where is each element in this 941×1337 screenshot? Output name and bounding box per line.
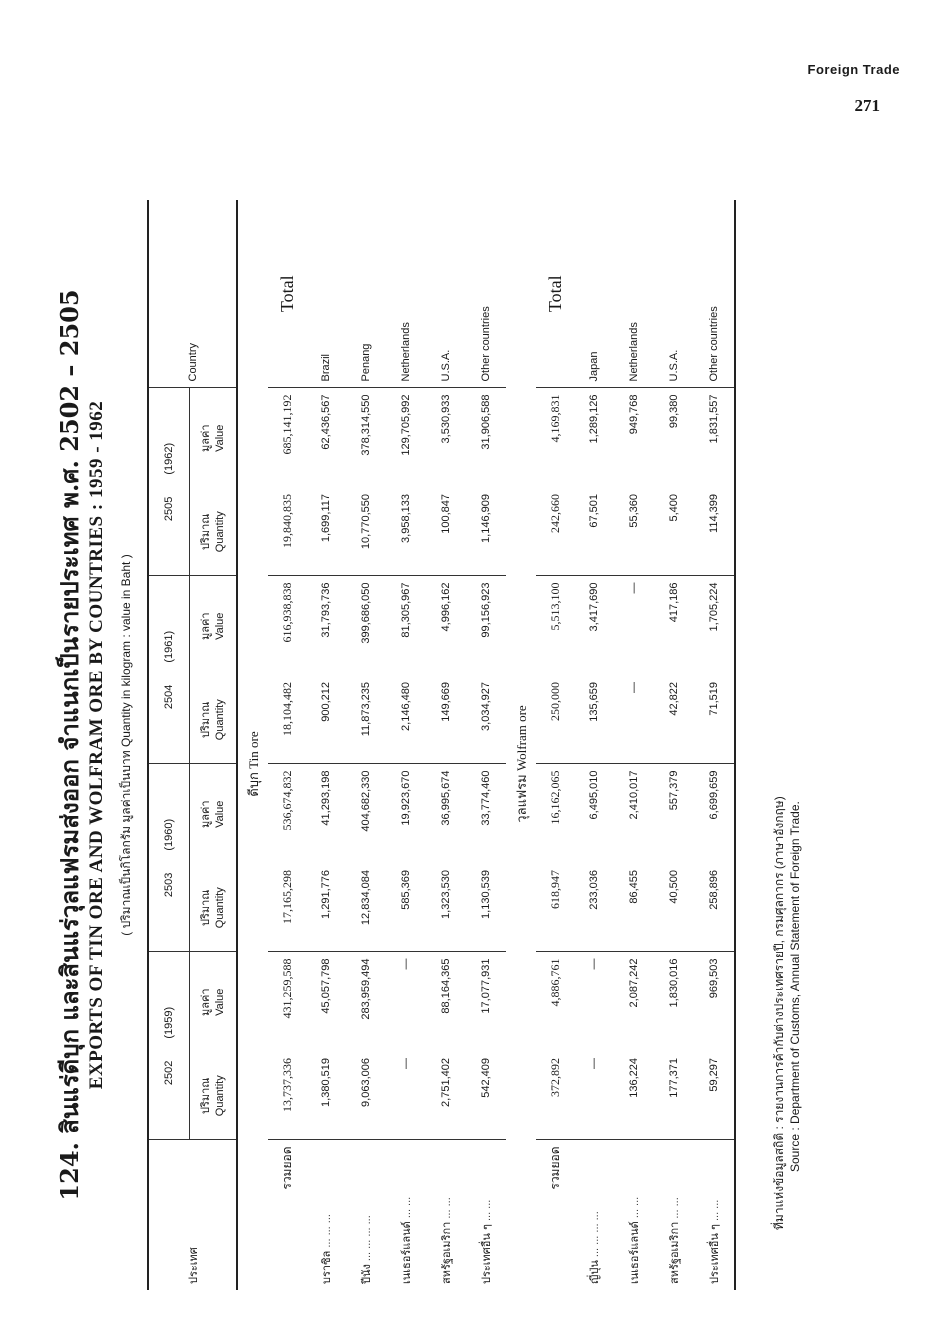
quantity-header (190, 864, 238, 952)
total-cell: 242,660 (536, 488, 574, 576)
value-cell: 19,923,670 (400, 770, 412, 826)
value-cell: — (614, 676, 654, 764)
quantity-header-en: Quantity (214, 511, 226, 553)
value-cell: 33,774,460 (480, 770, 492, 826)
value-header (190, 576, 238, 676)
country-thai-label: ประเทศอื่น ๆ (709, 1224, 721, 1284)
year-header (148, 952, 190, 1140)
value-header (190, 388, 238, 488)
table-row (426, 200, 466, 1290)
value-cell: 36,995,674 (440, 770, 452, 826)
country-thai (466, 1140, 506, 1290)
value-cell: 1,323,530 (426, 864, 466, 952)
value-cell: 1,830,016 (668, 958, 680, 1008)
quantity-header-en: Quantity (214, 1075, 226, 1117)
value-cell: 1,289,126 (588, 394, 600, 444)
country-en: Other countries (694, 200, 735, 388)
country-en: Japan (574, 200, 614, 388)
quantity-header (190, 488, 238, 576)
value-cell: 2,087,242 (628, 958, 640, 1008)
value-cell: — (588, 958, 600, 970)
value-header-en: Value (214, 612, 226, 640)
country-en: Other countries (466, 200, 506, 388)
country-thai-label: เนเธอร์แลนด์ (401, 1221, 413, 1284)
quantity-header-en: Quantity (214, 887, 226, 929)
exports-table (147, 200, 736, 1290)
country-thai-label: ประเทศอื่น ๆ (481, 1224, 493, 1284)
value-cell: 542,409 (466, 1052, 506, 1140)
country-thai-label: ปีนัง (361, 1264, 373, 1284)
value-cell: 378,314,550 (360, 394, 372, 456)
table-row (574, 200, 614, 1290)
value-cell: 59,297 (694, 1052, 735, 1140)
country-en: Penang (346, 200, 386, 388)
rotated-table-page (50, 200, 850, 1290)
total-label-en: Total (268, 200, 306, 388)
total-cell: 431,259,588 (279, 958, 294, 1019)
country-en: U.S.A. (426, 200, 466, 388)
value-cell: 31,906,588 (480, 394, 492, 450)
year-be: 2505 (163, 496, 175, 522)
value-cell: 42,822 (654, 676, 694, 764)
dot-leader: ... ... (709, 1199, 721, 1222)
country-thai (386, 1140, 426, 1290)
value-cell: 3,530,933 (440, 394, 452, 444)
header-row-years (148, 200, 190, 1290)
total-cell: 19,840,835 (268, 488, 306, 576)
table-row (466, 200, 506, 1290)
total-label-thai: รวมยอด (547, 1146, 562, 1190)
value-cell: 129,705,992 (400, 394, 412, 456)
value-header-en: Value (214, 424, 226, 452)
value-cell: 135,659 (574, 676, 614, 764)
country-thai (306, 1140, 346, 1290)
value-cell: 283,959,494 (360, 958, 372, 1020)
value-cell: 41,293,198 (320, 770, 332, 826)
value-cell: 585,369 (386, 864, 426, 952)
value-header-en: Value (214, 800, 226, 828)
table-row (694, 200, 735, 1290)
total-cell: 372,892 (536, 1052, 574, 1140)
dot-leader: ... ... ... ... (589, 1211, 601, 1258)
value-cell: 3,958,133 (386, 488, 426, 576)
value-cell: 969,503 (708, 958, 720, 999)
total-label-en: Total (536, 200, 574, 388)
value-cell: 45,057,798 (320, 958, 332, 1014)
total-cell: 18,104,482 (268, 676, 306, 764)
value-cell: 12,834,084 (346, 864, 386, 952)
table-row (614, 200, 654, 1290)
country-thai (614, 1140, 654, 1290)
value-cell: 3,034,927 (466, 676, 506, 764)
value-cell: 3,417,690 (588, 582, 600, 632)
value-cell: 1,291,776 (306, 864, 346, 952)
total-cell: 5,513,100 (547, 582, 562, 631)
value-cell: — (628, 582, 640, 594)
value-cell: 4,996,162 (440, 582, 452, 632)
country-thai-label: สหรัฐอเมริกา (669, 1221, 681, 1284)
year-be: 2502 (163, 1060, 175, 1086)
section-label: วุลแฟรม Wolfram ore (513, 705, 529, 823)
value-cell: 949,768 (628, 394, 640, 435)
country-thai-header: ประเทศ (187, 1247, 200, 1284)
value-cell: 258,896 (694, 864, 735, 952)
total-cell: 13,737,336 (268, 1052, 306, 1140)
country-thai-label: สหรัฐอเมริกา (441, 1221, 453, 1284)
table-title-english: EXPORTS OF TIN ORE AND WOLFRAM ORE BY COUNTRIES : 1959 - 1962 (86, 400, 107, 1090)
table-row (346, 200, 386, 1290)
total-cell: 618,947 (536, 864, 574, 952)
value-cell: 71,519 (694, 676, 735, 764)
table-row (654, 200, 694, 1290)
running-header: Foreign Trade (807, 62, 900, 77)
country-en: Netherlands (614, 200, 654, 388)
country-thai (346, 1140, 386, 1290)
country-thai-label: เนเธอร์แลนด์ (629, 1221, 641, 1284)
country-thai-label: บราซิล (321, 1250, 333, 1284)
value-cell: 55,360 (614, 488, 654, 576)
value-cell: 1,705,224 (708, 582, 720, 632)
country-en: Netherlands (386, 200, 426, 388)
dot-leader: ... ... ... (321, 1214, 333, 1248)
section-label: ดีบุก Tin ore (245, 731, 261, 797)
value-cell: 399,686,050 (360, 582, 372, 644)
value-cell: 404,682,330 (360, 770, 372, 832)
country-en: Brazil (306, 200, 346, 388)
quantity-header (190, 1052, 238, 1140)
total-cell: 4,169,831 (547, 394, 562, 443)
value-cell: 1,130,539 (466, 864, 506, 952)
value-header (190, 764, 238, 864)
value-cell: 177,371 (654, 1052, 694, 1140)
quantity-header-en: Quantity (214, 699, 226, 741)
value-cell: 149,669 (426, 676, 466, 764)
dot-leader: ... ... (401, 1196, 413, 1219)
value-cell: 417,186 (668, 582, 680, 623)
value-cell: — (386, 1052, 426, 1140)
total-cell: 17,165,298 (268, 864, 306, 952)
units-note: ( ปริมาณเป็นกิโลกรัม มูลค่าเป็นบาท Quantity in kilogram : value in Baht ) (119, 554, 133, 936)
value-cell: 6,495,010 (588, 770, 600, 820)
year-ad: (1960) (163, 818, 175, 851)
value-cell: 81,305,967 (400, 582, 412, 638)
value-cell: 136,224 (614, 1052, 654, 1140)
value-cell: 2,410,017 (628, 770, 640, 820)
value-header-thai: มูลค่า (200, 988, 212, 1017)
value-cell: 67,501 (574, 488, 614, 576)
value-cell: 557,379 (668, 770, 680, 811)
dot-leader: ... ... (669, 1197, 681, 1219)
quantity-header-thai: ปริมาณ (200, 1077, 212, 1115)
year-be: 2503 (163, 872, 175, 898)
value-cell: 1,380,519 (306, 1052, 346, 1140)
value-cell: 11,873,235 (346, 676, 386, 764)
value-cell: 99,380 (668, 394, 680, 429)
value-cell: 1,831,557 (708, 394, 720, 444)
year-header (148, 388, 190, 576)
dot-leader: ... ... (441, 1197, 453, 1219)
year-be: 2504 (163, 684, 175, 710)
source-note-thai: ที่มาแห่งข้อมูลสถิติ : รายงานการค้ากับต่างประเทศรายปี, กรมศุลกากร (ภาษาอังกฤษ) (772, 796, 786, 1230)
value-header-thai: มูลค่า (200, 800, 212, 829)
value-cell: — (574, 1052, 614, 1140)
country-en-header: Country (148, 200, 237, 388)
page-number: 271 (854, 96, 880, 115)
value-cell: 1,146,909 (466, 488, 506, 576)
quantity-header-thai: ปริมาณ (200, 701, 212, 739)
value-header (190, 952, 238, 1052)
total-cell: 616,938,838 (279, 582, 294, 643)
year-ad: (1962) (163, 442, 175, 475)
section-label-row (506, 200, 536, 1290)
value-cell: 86,455 (614, 864, 654, 952)
total-row (268, 200, 306, 1290)
value-cell: 233,036 (574, 864, 614, 952)
value-header-thai: มูลค่า (200, 424, 212, 453)
value-cell: 17,077,931 (480, 958, 492, 1014)
value-cell: — (400, 958, 412, 970)
total-cell: 16,162,065 (547, 770, 562, 825)
dot-leader: ... ... ... ... (361, 1215, 373, 1262)
table-row (386, 200, 426, 1290)
value-cell: 31,793,736 (320, 582, 332, 638)
dot-leader: ... ... (629, 1196, 641, 1219)
total-cell: 685,141,192 (279, 394, 294, 455)
value-cell: 5,400 (654, 488, 694, 576)
total-label-thai: รวมยอด (279, 1146, 294, 1190)
country-thai (426, 1140, 466, 1290)
value-cell: 2,751,402 (426, 1052, 466, 1140)
value-cell: 10,770,550 (346, 488, 386, 576)
value-header-en: Value (214, 988, 226, 1016)
value-cell: 9,063,006 (346, 1052, 386, 1140)
dot-leader: ... ... (481, 1199, 493, 1222)
country-thai (694, 1140, 735, 1290)
country-thai-label: ญี่ปุ่น (589, 1260, 601, 1284)
year-header (148, 764, 190, 952)
quantity-header-thai: ปริมาณ (200, 513, 212, 551)
year-ad: (1961) (163, 630, 175, 663)
table-row (306, 200, 346, 1290)
total-row (536, 200, 574, 1290)
value-cell: 62,436,567 (320, 394, 332, 450)
table-title-thai: 124. สินแร่ดีบุก และสินแร่วุลแฟรมส่งออก จำแนกเป็นรายประเทศ พ.ศ. 2502 – 2505 (55, 289, 84, 1201)
country-thai (574, 1140, 614, 1290)
value-header-thai: มูลค่า (200, 612, 212, 641)
value-cell: 6,699,659 (708, 770, 720, 820)
quantity-header (190, 676, 238, 764)
country-en: U.S.A. (654, 200, 694, 388)
source-note-english: Source : Department of Customs, Annual Statement of Foreign Trade. (788, 801, 802, 1172)
year-ad: (1959) (163, 1006, 175, 1039)
section-label-row (237, 200, 268, 1290)
value-cell: 40,500 (654, 864, 694, 952)
total-cell: 4,886,761 (547, 958, 562, 1007)
country-thai (654, 1140, 694, 1290)
total-cell: 536,674,832 (279, 770, 294, 831)
value-cell: 1,699,117 (306, 488, 346, 576)
year-header (148, 576, 190, 764)
total-cell: 250,000 (536, 676, 574, 764)
quantity-header-thai: ปริมาณ (200, 889, 212, 927)
value-cell: 114,399 (694, 488, 735, 576)
value-cell: 900,212 (306, 676, 346, 764)
value-cell: 88,164,365 (440, 958, 452, 1014)
value-cell: 2,146,480 (386, 676, 426, 764)
value-cell: 99,156,923 (480, 582, 492, 638)
value-cell: 100,847 (426, 488, 466, 576)
